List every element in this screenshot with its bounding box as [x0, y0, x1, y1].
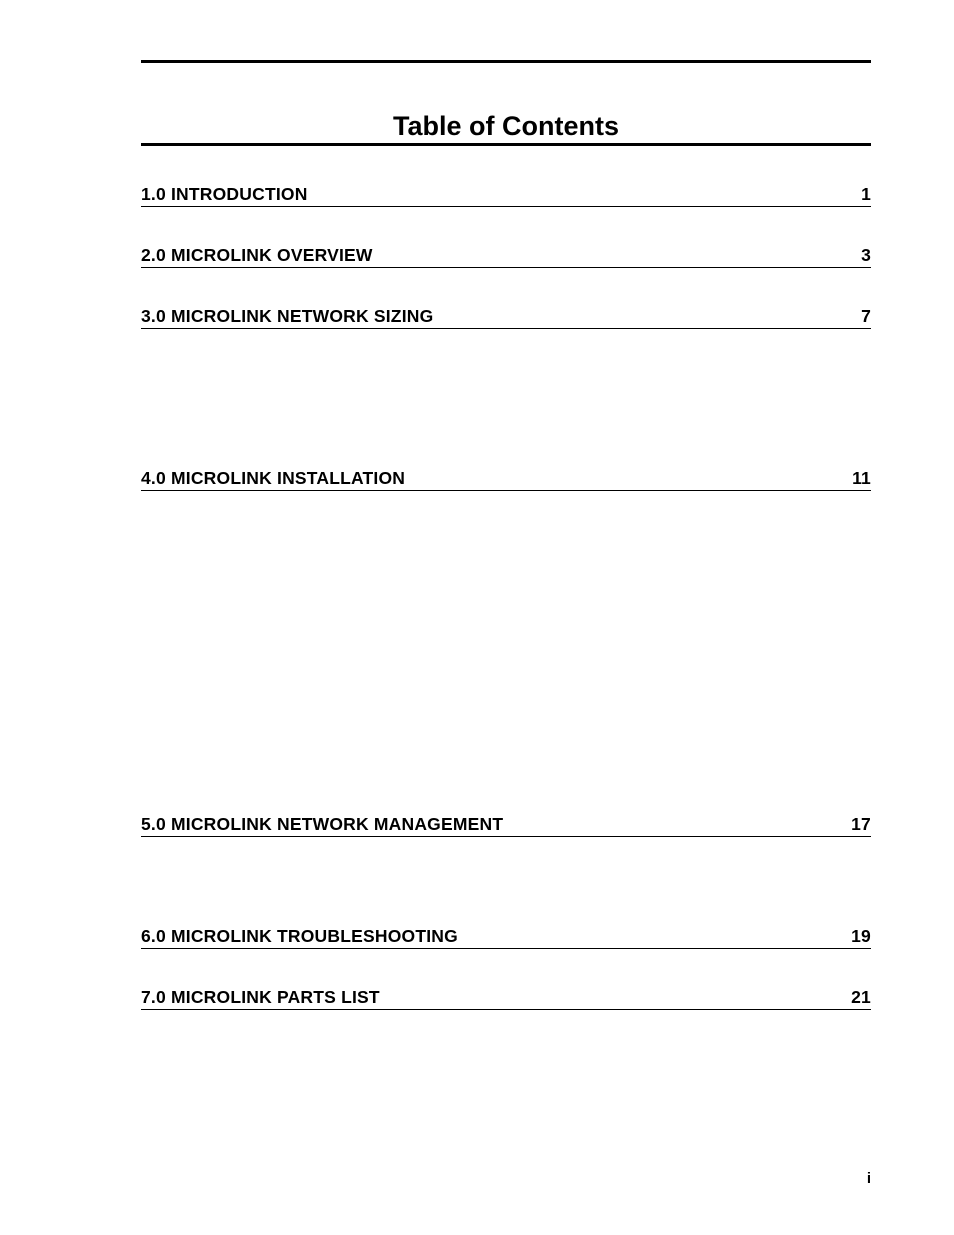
toc-entry-troubleshooting[interactable]	[141, 924, 871, 949]
toc-entry-label: 2.0 MICROLINK OVERVIEW	[141, 245, 373, 265]
toc-entry-label: 1.0 INTRODUCTION	[141, 184, 308, 204]
toc-entry-label: 3.0 MICROLINK NETWORK SIZING	[141, 306, 434, 326]
toc-entry-label: 7.0 MICROLINK PARTS LIST	[141, 987, 380, 1007]
toc-entry-network-sizing[interactable]	[141, 304, 871, 329]
toc-entry-page: 1	[861, 184, 871, 204]
toc-entry-overview[interactable]	[141, 243, 871, 268]
page-title: Table of Contents	[393, 111, 619, 141]
toc-entry-label: 4.0 MICROLINK INSTALLATION	[141, 468, 406, 488]
page-number: i	[866, 1170, 871, 1187]
toc-entry-installation[interactable]	[141, 466, 871, 491]
toc-entry-page: 17	[851, 814, 871, 834]
toc-entry-page: 11	[852, 468, 871, 488]
toc-entry-parts-list[interactable]	[141, 985, 871, 1010]
toc-entry-page: 21	[851, 987, 871, 1007]
toc-entry-introduction[interactable]	[141, 182, 871, 207]
toc-entry-label: 5.0 MICROLINK NETWORK MANAGEMENT	[141, 814, 504, 834]
toc-entry-label: 6.0 MICROLINK TROUBLESHOOTING	[141, 926, 458, 946]
top-divider	[141, 60, 871, 63]
toc-entry-page: 7	[861, 306, 871, 326]
title-divider	[141, 143, 871, 146]
toc-entry-page: 3	[861, 245, 871, 265]
toc-entry-page: 19	[851, 926, 871, 946]
toc-entry-network-management[interactable]	[141, 812, 871, 837]
